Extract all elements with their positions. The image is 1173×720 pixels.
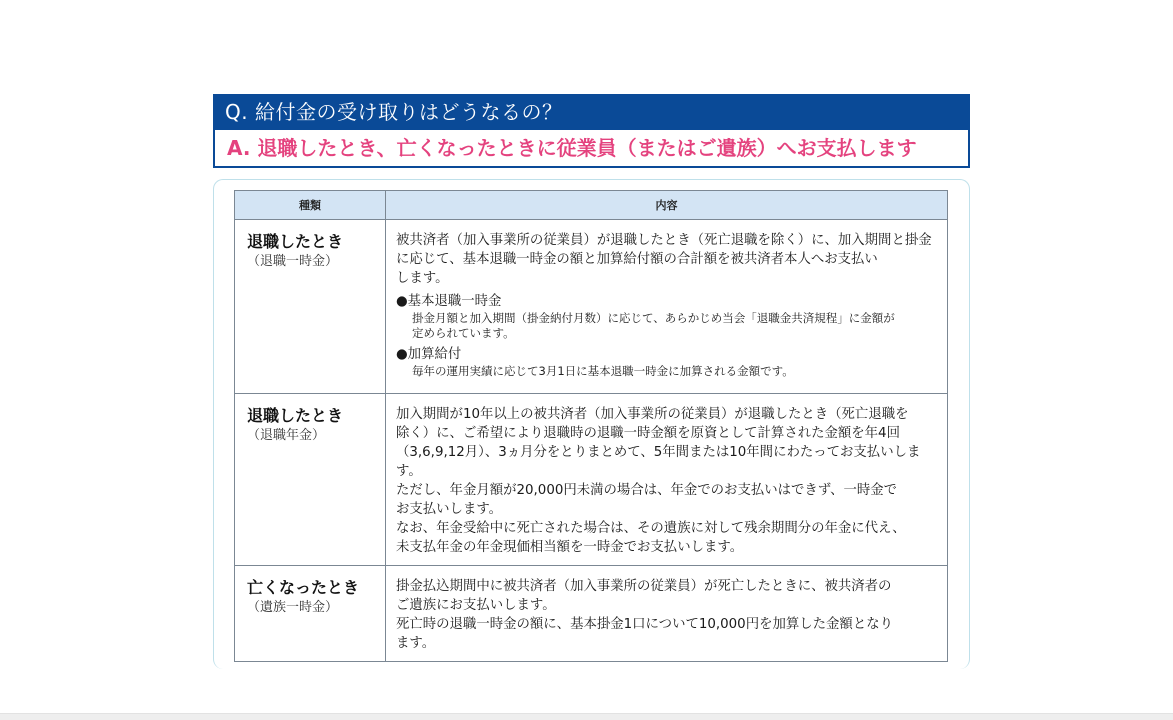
content-text: 被共済者（加入事業所の従業員）が退職したとき（死亡退職を除く）に、加入期間と掛金 に応じて、基本退職一時金の額と加算給付額の合計額を被共済者本人へお支払い します。 xyxy=(396,233,932,286)
type-name: 退職したとき xyxy=(247,232,344,251)
column-header-type: 種類 xyxy=(235,191,386,220)
question-banner: Q. 給付金の受け取りはどうなるの？ xyxy=(213,94,970,130)
table-row xyxy=(235,566,948,662)
type-subtitle: （退職年金） xyxy=(247,428,326,443)
table-header-row xyxy=(235,191,948,220)
benefit-table xyxy=(234,190,948,662)
bullet-heading: ●基本退職一時金 xyxy=(396,294,502,309)
answer-banner: A. 退職したとき、亡くなったときに従業員（またはご遺族）へお支払します xyxy=(213,130,970,168)
bullet-text: 毎年の運用実績に応じて3月1日に基本退職一時金に加算される金額です。 xyxy=(412,364,794,378)
type-cell xyxy=(235,566,386,662)
table-row xyxy=(235,220,948,394)
content-text: 掛金払込期間中に被共済者（加入事業所の従業員）が死亡したときに、被共済者の ご遺族にお支払いします。 死亡時の退職一時金の額に、基本掛金1口について10,000円を加算した金額となり ます。 xyxy=(396,579,893,651)
type-subtitle: （遺族一時金） xyxy=(247,600,339,615)
bullet-text: 掛金月額と加入期間（掛金納付月数）に応じて、あらかじめ当会「退職金共済規程」に金額が 定められています。 xyxy=(412,311,895,340)
table-row xyxy=(235,394,948,566)
content-cell xyxy=(386,394,948,566)
type-name: 退職したとき xyxy=(247,406,344,425)
column-header-content: 内容 xyxy=(386,191,948,220)
bullet-heading: ●加算給付 xyxy=(396,347,462,362)
content-cell xyxy=(386,220,948,394)
type-cell xyxy=(235,220,386,394)
bottom-scroll-strip xyxy=(0,713,1173,720)
type-subtitle: （退職一時金） xyxy=(247,254,339,269)
type-cell xyxy=(235,394,386,566)
content-text: 加入期間が10年以上の被共済者（加入事業所の従業員）が退職したとき（死亡退職を 除く）に、ご希望により退職時の退職一時金額を原資として計算された金額を年4回 （3,6,9,12月）、3ヵ月分をとりまとめて、5年間または10年間にわたってお支払いします。 ただし、年金月額が20,000円未満の場合は、年金でのお支払いはできず、一時金で お支払いします。 なお、年金受給中に死亡された場合は、その遺族に対して残余期間分の年金に代え、 未支払年金の年金現価相当額を一時金でお支払いします。 xyxy=(396,407,921,555)
type-name: 亡くなったとき xyxy=(247,578,360,597)
content-cell xyxy=(386,566,948,662)
